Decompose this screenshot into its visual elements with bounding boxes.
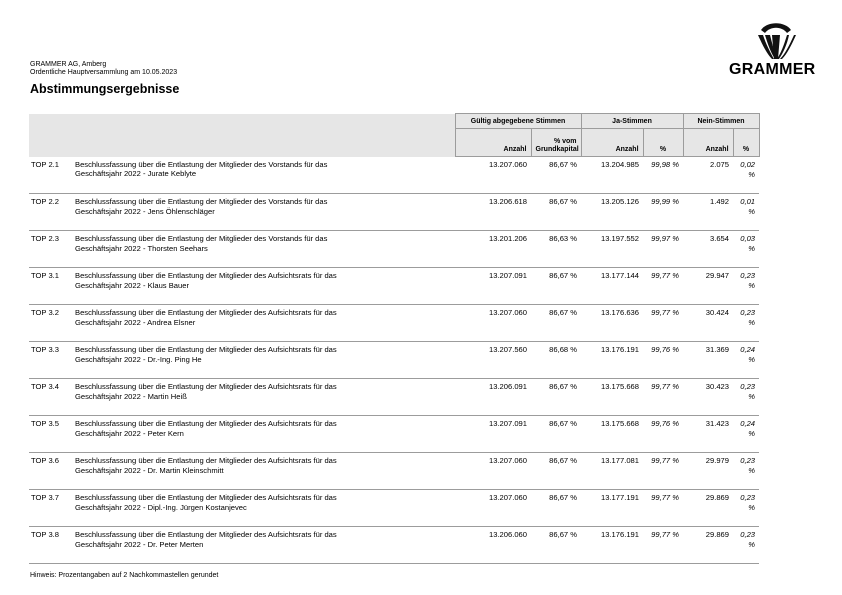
capital-pct: 86,68 %: [531, 342, 581, 379]
no-pct: 0,23 %: [733, 379, 759, 416]
no-count: 31.423: [683, 416, 733, 453]
resolution-line2: Geschäftsjahr 2022 - Martin Heiß: [75, 391, 187, 401]
resolution-line1: Beschlussfassung über die Entlastung der Mitglieder des Aufsichtsrats für das: [75, 419, 337, 428]
no-count: 31.369: [683, 342, 733, 379]
valid-count: 13.207.091: [455, 416, 531, 453]
capital-pct: 86,67 %: [531, 490, 581, 527]
no-pct: 0,23 %: [733, 490, 759, 527]
company-name: GRAMMER AG, Amberg: [30, 61, 107, 68]
yes-count: 13.176.636: [581, 305, 643, 342]
no-pct: 0,03 %: [733, 231, 759, 268]
resolution-line1: Beschlussfassung über die Entlastung der Mitglieder des Vorstands für das: [75, 234, 328, 243]
resolution-text: [71, 157, 455, 194]
no-pct: 0,01 %: [733, 194, 759, 231]
capital-pct: 86,67 %: [531, 268, 581, 305]
no-count: 30.424: [683, 305, 733, 342]
logo-text: GRAMMER: [729, 61, 816, 78]
footnote: Hinweis: Prozentangaben auf 2 Nachkommastellen gerundet: [30, 572, 219, 579]
yes-count: 13.177.191: [581, 490, 643, 527]
yes-pct: 99,77 %: [643, 490, 683, 527]
capital-pct: 86,67 %: [531, 194, 581, 231]
col-capital-pct-line2: Grundkapital: [535, 146, 579, 153]
col-no-pct: %: [733, 129, 759, 157]
capital-pct: 86,63 %: [531, 231, 581, 268]
yes-count: 13.204.985: [581, 157, 643, 194]
valid-count: 13.206.091: [455, 379, 531, 416]
no-pct: 0,23 %: [733, 527, 759, 564]
capital-pct: 86,67 %: [531, 416, 581, 453]
no-count: 1.492: [683, 194, 733, 231]
agenda-item: TOP 2.3: [29, 231, 71, 268]
yes-count: 13.175.668: [581, 379, 643, 416]
table-row: [29, 194, 759, 231]
resolution-text: [71, 527, 455, 564]
valid-count: 13.207.060: [455, 490, 531, 527]
yes-pct: 99,76 %: [643, 416, 683, 453]
no-pct: 0,23 %: [733, 453, 759, 490]
yes-count: 13.175.668: [581, 416, 643, 453]
header-valid-votes: Gültig abgegebene Stimmen: [455, 114, 581, 129]
grammer-logo-icon: [753, 20, 799, 60]
resolution-line2: Geschäftsjahr 2022 - Klaus Bauer: [75, 280, 189, 290]
yes-count: 13.176.191: [581, 527, 643, 564]
yes-count: 13.177.081: [581, 453, 643, 490]
no-count: 29.869: [683, 490, 733, 527]
col-yes-count: Anzahl: [581, 129, 643, 157]
agenda-item: TOP 3.5: [29, 416, 71, 453]
header-yes-votes: Ja-Stimmen: [581, 114, 683, 129]
no-pct: 0,24 %: [733, 416, 759, 453]
agenda-item: TOP 3.2: [29, 305, 71, 342]
resolution-line2: Geschäftsjahr 2022 - Dr. Peter Merten: [75, 539, 204, 549]
resolution-line1: Beschlussfassung über die Entlastung der Mitglieder des Aufsichtsrats für das: [75, 456, 337, 465]
page-title: Abstimmungsergebnisse: [30, 82, 180, 96]
valid-count: 13.207.060: [455, 305, 531, 342]
table-row: [29, 490, 759, 527]
valid-count: 13.207.560: [455, 342, 531, 379]
agenda-item: TOP 2.2: [29, 194, 71, 231]
valid-count: 13.206.060: [455, 527, 531, 564]
yes-pct: 99,77 %: [643, 268, 683, 305]
resolution-line1: Beschlussfassung über die Entlastung der Mitglieder des Vorstands für das: [75, 159, 328, 169]
resolution-line1: Beschlussfassung über die Entlastung der Mitglieder des Aufsichtsrats für das: [75, 308, 337, 317]
yes-pct: 99,77 %: [643, 379, 683, 416]
agenda-item: TOP 3.6: [29, 453, 71, 490]
agenda-item: TOP 2.1: [29, 157, 71, 194]
yes-pct: 99,76 %: [643, 342, 683, 379]
resolution-line2: Geschäftsjahr 2022 - Jurate Keblyte: [75, 169, 197, 178]
capital-pct: 86,67 %: [531, 527, 581, 564]
resolution-text: [71, 453, 455, 490]
valid-count: 13.207.060: [455, 453, 531, 490]
group-header-row: [29, 114, 759, 129]
resolution-text: [71, 231, 455, 268]
table-row: [29, 157, 759, 194]
capital-pct: 86,67 %: [531, 379, 581, 416]
no-count: 29.869: [683, 527, 733, 564]
table-row: [29, 453, 759, 490]
agenda-item: TOP 3.4: [29, 379, 71, 416]
col-yes-pct: %: [643, 129, 683, 157]
resolution-text: [71, 342, 455, 379]
header-blank: [29, 114, 455, 129]
resolution-line2: Geschäftsjahr 2022 - Andrea Elsner: [75, 317, 196, 327]
resolution-line1: Beschlussfassung über die Entlastung der Mitglieder des Aufsichtsrats für das: [75, 493, 337, 502]
resolution-text: [71, 268, 455, 305]
header-no-votes: Nein-Stimmen: [683, 114, 759, 129]
agenda-item: TOP 3.1: [29, 268, 71, 305]
no-pct: 0,24 %: [733, 342, 759, 379]
resolution-line2: Geschäftsjahr 2022 - Peter Kern: [75, 428, 184, 438]
grammer-logo: [729, 20, 823, 80]
no-pct: 0,23 %: [733, 305, 759, 342]
yes-count: 13.205.126: [581, 194, 643, 231]
agenda-item: TOP 3.3: [29, 342, 71, 379]
col-capital-pct: [531, 129, 581, 157]
yes-count: 13.197.552: [581, 231, 643, 268]
company-info: [30, 61, 177, 77]
col-valid-count: Anzahl: [455, 129, 531, 157]
capital-pct: 86,67 %: [531, 305, 581, 342]
table-row: [29, 342, 759, 379]
table-row: [29, 231, 759, 268]
yes-pct: 99,77 %: [643, 305, 683, 342]
resolution-line2: Geschäftsjahr 2022 - Dr.-Ing. Ping He: [75, 354, 202, 364]
yes-count: 13.177.144: [581, 268, 643, 305]
table-row: [29, 416, 759, 453]
table-row: [29, 527, 759, 564]
no-count: 30.423: [683, 379, 733, 416]
resolution-line1: Beschlussfassung über die Entlastung der Mitglieder des Vorstands für das: [75, 197, 328, 206]
agenda-item: TOP 3.7: [29, 490, 71, 527]
no-count: 2.075: [683, 157, 733, 194]
yes-pct: 99,77 %: [643, 527, 683, 564]
resolution-line2: Geschäftsjahr 2022 - Dipl.-Ing. Jürgen Kostanjevec: [75, 502, 247, 512]
no-count: 29.947: [683, 268, 733, 305]
resolution-text: [71, 305, 455, 342]
no-pct: 0,23 %: [733, 268, 759, 305]
table-row: [29, 305, 759, 342]
resolution-line1: Beschlussfassung über die Entlastung der Mitglieder des Aufsichtsrats für das: [75, 530, 337, 539]
resolution-line2: Geschäftsjahr 2022 - Dr. Martin Kleinschmitt: [75, 465, 224, 475]
resolution-line1: Beschlussfassung über die Entlastung der Mitglieder des Aufsichtsrats für das: [75, 345, 337, 354]
no-count: 29.979: [683, 453, 733, 490]
meeting-info: Ordentliche Hauptversammlung am 10.05.2023: [30, 69, 178, 76]
table-row: [29, 268, 759, 305]
resolution-line1: Beschlussfassung über die Entlastung der Mitglieder des Aufsichtsrats für das: [75, 382, 337, 391]
resolution-line2: Geschäftsjahr 2022 - Jens Öhlenschläger: [75, 206, 215, 216]
no-count: 3.654: [683, 231, 733, 268]
resolution-line1: Beschlussfassung über die Entlastung der Mitglieder des Aufsichtsrats für das: [75, 271, 337, 280]
valid-count: 13.207.091: [455, 268, 531, 305]
table-row: [29, 379, 759, 416]
resolution-text: [71, 490, 455, 527]
valid-count: 13.206.618: [455, 194, 531, 231]
yes-pct: 99,99 %: [643, 194, 683, 231]
resolution-text: [71, 194, 455, 231]
no-pct: 0,02 %: [733, 157, 759, 194]
results-table: [29, 113, 760, 564]
valid-count: 13.207.060: [455, 157, 531, 194]
yes-pct: 99,98 %: [643, 157, 683, 194]
yes-count: 13.176.191: [581, 342, 643, 379]
resolution-text: [71, 416, 455, 453]
header-blank-2: [29, 129, 455, 157]
yes-pct: 99,97 %: [643, 231, 683, 268]
agenda-item: TOP 3.8: [29, 527, 71, 564]
resolution-line2: Geschäftsjahr 2022 - Thorsten Seehars: [75, 243, 208, 253]
valid-count: 13.201.206: [455, 231, 531, 268]
col-capital-pct-line1: % vom: [553, 138, 577, 145]
capital-pct: 86,67 %: [531, 157, 581, 194]
column-header-row: [29, 129, 759, 157]
resolution-text: [71, 379, 455, 416]
col-no-count: Anzahl: [683, 129, 733, 157]
capital-pct: 86,67 %: [531, 453, 581, 490]
yes-pct: 99,77 %: [643, 453, 683, 490]
